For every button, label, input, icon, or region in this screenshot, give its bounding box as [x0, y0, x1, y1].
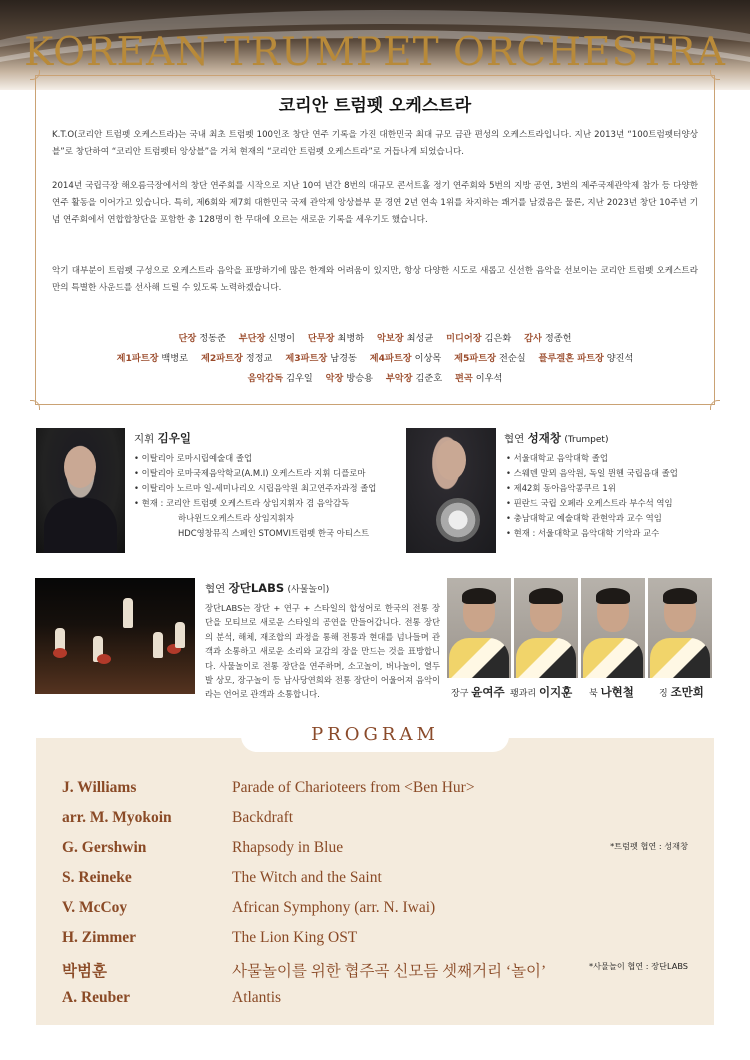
role-item [179, 329, 226, 349]
bio-item: • 스웨덴 말뫼 음악원, 독일 뮌헨 국립음대 졸업 [506, 466, 711, 481]
hair-shape [529, 588, 563, 604]
trumpet-bell-shape [436, 498, 480, 542]
bio-item: • 충남대학교 예술대학 관현악과 교수 역임 [506, 511, 711, 526]
intro-paragraph: K.T.O(코리안 트럼펫 오케스트라)는 국내 최초 트럼펫 100인조 창단 연주 기록을 가진 대한민국 최대 규모 금관 편성의 오케스트라입니다. 지난 2013년 “100트럼펫터양상블”로 창단하여 “코리안 트럼펫터 앙상블”을 거쳐 현재의 “코리안 트럼펫 오케스트라”로 거듭나게 되었습니다. [52, 130, 698, 157]
role-name: 이우석 [475, 373, 503, 384]
composer: 박범훈 [62, 963, 107, 980]
role-item [454, 349, 525, 369]
program-item [62, 989, 702, 1019]
role-label: 제3파트장 [285, 353, 328, 364]
role-label: 단무장 [307, 333, 335, 344]
member-name: 윤여주 [471, 685, 505, 699]
member-photo [514, 578, 578, 678]
composer: arr. M. Myokoin [62, 809, 172, 826]
face-shape [436, 440, 466, 480]
conductor-heading [134, 430, 191, 446]
labs-heading [205, 580, 329, 596]
bio-item: • 이탈리아 로마국제음악학교(A.M.I) 오케스트라 지휘 디플로마 [134, 466, 399, 481]
role-name: 김준호 [415, 373, 443, 384]
role-item [446, 329, 511, 349]
hair-shape [462, 588, 496, 604]
performer-note: *사물놀이 협연 : 장단LABS [589, 961, 688, 971]
soloist-bio [506, 451, 711, 541]
frame-corner [710, 400, 720, 410]
member-name: 나현철 [600, 685, 634, 699]
frame-corner [30, 70, 40, 80]
face-shape [64, 446, 96, 488]
role-label: 제1파트장 [116, 353, 159, 364]
role-label: 단장 [178, 333, 197, 344]
bio-item: • 현재 : 서울대학교 음악대학 기악과 교수 [506, 526, 711, 541]
piece-title: Parade of Charioteers from <Ben Hur> [232, 779, 475, 796]
orchestra-title-en: KOREAN TRUMPET ORCHESTRA [24, 30, 726, 75]
role-item [201, 349, 272, 369]
role-label: 플루겔혼 파트장 [538, 353, 604, 364]
role-label: 악장 [325, 373, 344, 384]
dancer-shape [175, 622, 185, 648]
role-name: 정정교 [245, 353, 273, 364]
role-item [239, 329, 295, 349]
member-instrument: 북 [589, 689, 598, 699]
soloist-instrument: (Trumpet) [564, 435, 609, 445]
role-label: 제2파트장 [200, 353, 243, 364]
piece-title: The Lion King OST [232, 929, 358, 946]
robe-shape [583, 638, 643, 678]
orchestra-title-kr: 코리안 트럼펫 오케스트라 [278, 96, 472, 116]
member-name: 이지훈 [538, 685, 573, 699]
bio-item: • 핀란드 국립 오페라 오케스트라 부수석 역임 [506, 496, 711, 511]
bio-item: • 이탈리아 로마시립예술대 졸업 [134, 451, 399, 466]
suit-shape [44, 498, 117, 553]
role-name: 김우일 [286, 373, 313, 384]
dancer-shape [123, 598, 133, 628]
role-name: 정동준 [199, 333, 226, 344]
performer-note: *트럼펫 협연 : 성재창 [610, 841, 688, 851]
bio-item: • 서울대학교 음악대학 졸업 [506, 451, 711, 466]
piece-title: Atlantis [232, 989, 282, 1006]
role-item [524, 329, 571, 349]
role-item [377, 329, 433, 349]
bio-item: 하나윈드오케스트라 상임지휘자 [178, 513, 294, 523]
role-name: 최병하 [337, 333, 365, 344]
member-instrument: 징 [659, 689, 668, 699]
soloist-heading [504, 430, 608, 446]
robe-shape [516, 638, 576, 678]
member-label [589, 684, 634, 700]
role-label: 편곡 [455, 373, 473, 384]
member-photo [648, 578, 712, 678]
role-name: 이상목 [414, 353, 442, 364]
role-name: 양진석 [606, 353, 634, 364]
labs-role: 협연 [205, 583, 226, 595]
hair-shape [663, 588, 697, 604]
role-name: 정종헌 [544, 333, 572, 344]
role-item [539, 349, 634, 369]
conductor-role: 지휘 [134, 433, 155, 445]
bio-item: • 이탈리아 노르마 일-세미나리오 시립음악원 최고연주자과정 졸업 [134, 481, 399, 496]
member-instrument: 꽹과리 [510, 689, 537, 699]
role-item [308, 329, 364, 349]
composer: S. Reineke [62, 869, 132, 886]
role-label: 제5파트장 [454, 353, 497, 364]
role-name: 남경동 [330, 353, 357, 364]
drum-shape [97, 654, 111, 664]
role-label: 부악장 [385, 373, 413, 384]
frame-corner [710, 70, 720, 80]
program-item [62, 929, 702, 959]
role-label: 부단장 [238, 333, 266, 344]
labs-tag: (사물놀이) [287, 585, 330, 595]
piece-title: Backdraft [232, 809, 294, 826]
conductor-name: 김우일 [157, 431, 191, 445]
member-photo [581, 578, 645, 678]
role-item [326, 369, 373, 389]
intro-paragraph: 2014년 국립극장 해오름극장에서의 창단 연주회를 시작으로 지난 10여 년간 8번의 대규모 콘서트홀 정기 연주회와 5번의 지방 공연, 3번의 제주국제관악제 참가 등 다양한 연주 활동을 이어가고 있습니다. 특히, 제6회와 제7회 대한민국 국제 관악제 앙상블부 문 경연 2년 연속 1위를 차지하는 쾌거를 남겼음은 물론, 지난 2023년 창단 10주년 기념 연주회에서 연합합창단을 포함한 총 128명이 한 무대에 오르는 새로운 기록을 세우기도 했습니다. [52, 181, 698, 225]
bio-item: HDC영창뮤직 스페인 STOMVI트럼펫 한국 아티스트 [178, 528, 370, 538]
member-label [451, 684, 505, 700]
role-name: 전순실 [498, 353, 526, 364]
conductor-bio [134, 451, 399, 541]
role-label: 감사 [524, 333, 542, 344]
role-label: 음악감독 [247, 373, 284, 384]
labs-stage-photo [35, 578, 195, 694]
dancer-shape [153, 632, 163, 658]
program-title: PROGRAM [311, 724, 439, 745]
role-item [386, 369, 442, 389]
member-name: 조만희 [670, 685, 704, 699]
program-item [62, 869, 702, 899]
role-label: 미디어장 [446, 333, 482, 344]
composer: V. McCoy [62, 899, 128, 916]
role-label: 제4파트장 [369, 353, 412, 364]
member-instrument: 장구 [451, 689, 469, 699]
role-item [285, 349, 356, 369]
staff-roles [35, 329, 715, 389]
roles-line [35, 369, 715, 389]
program-item [62, 779, 702, 809]
piece-title: African Symphony (arr. N. Iwai) [232, 899, 436, 916]
roles-line [35, 349, 715, 369]
composer: A. Reuber [62, 989, 131, 1006]
piece-title: The Witch and the Saint [232, 869, 382, 886]
conductor-photo [36, 428, 125, 553]
composer: G. Gershwin [62, 839, 147, 856]
role-item [455, 369, 502, 389]
robe-shape [449, 638, 509, 678]
program-item [62, 899, 702, 929]
frame-corner [30, 400, 40, 410]
labs-description: 장단LABS는 장단 + 연구 + 스타일의 합성어로 한국의 전통 장단을 모티브로 새로운 스타일의 공연을 만들어갑니다. 전통 장단의 분석, 해체, 재조합의 과정을 통해 전통과 현대를 넘나들며 관객과 소통하고 새로운 소리와 교감의 장을 만드는 것을 표방합니다. 사물놀이로 전통 장단을 연주하며, 소고놀이, 버나놀이, 열두발 상모, 장구놀이 등 남사당연희와 전통 장단이 어울어져 음악이라는 언어로 관객과 소통합니다. [205, 603, 440, 700]
role-name: 방승용 [346, 373, 373, 384]
piece-title: 사물놀이를 위한 협주곡 신모듬 셋째거리 ‘놀이’ [232, 963, 547, 980]
composer: J. Williams [62, 779, 137, 796]
robe-shape [650, 638, 710, 678]
member-photo [447, 578, 511, 678]
role-item [117, 349, 188, 369]
role-name: 최성균 [406, 333, 434, 344]
piece-title: Rhapsody in Blue [232, 839, 344, 856]
labs-name: 장단LABS [228, 581, 285, 595]
role-item [370, 349, 441, 369]
composer: H. Zimmer [62, 929, 137, 946]
hair-shape [596, 588, 630, 604]
soloist-name: 성재창 [527, 431, 561, 445]
intro-paragraph: 악기 대부분이 트럼펫 구성으로 오케스트라 음악을 표방하기에 많은 한계와 어려움이 있지만, 항상 다양한 시도로 새롭고 신선한 음악을 선보이는 코리안 트럼펫 오케스트라만의 특별한 사운드를 선사해 드릴 수 있도록 노력하겠습니다. [52, 266, 698, 293]
bio-item: • 제42회 동아음악콩쿠르 1위 [506, 481, 711, 496]
roles-line [35, 329, 715, 349]
role-item [248, 369, 313, 389]
soloist-photo [406, 428, 496, 553]
member-label [659, 684, 704, 700]
program-item [62, 959, 702, 989]
soloist-role: 협연 [504, 433, 525, 445]
member-label [510, 684, 572, 700]
program-item [62, 839, 702, 869]
bio-item: • 현재 : 코리안 트럼펫 오케스트라 상임지휘자 겸 음악감독 [134, 496, 399, 511]
role-name: 신명이 [268, 333, 295, 344]
program-item [62, 809, 702, 839]
drum-shape [53, 648, 67, 658]
role-name: 백병로 [161, 353, 189, 364]
role-label: 악보장 [377, 333, 404, 344]
role-name: 김은화 [484, 333, 512, 344]
